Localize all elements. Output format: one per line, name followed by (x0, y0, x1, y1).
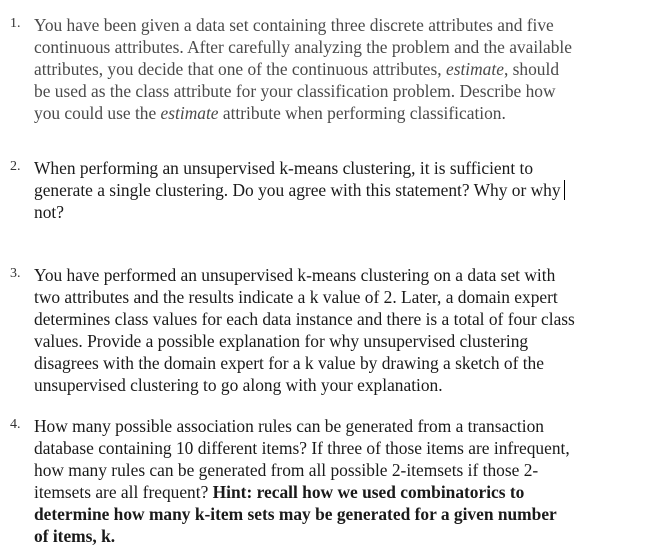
question-text (34, 264, 626, 396)
text-line: values. Provide a possible explanation for why unsupervised clustering (34, 331, 529, 351)
text-line (34, 58, 626, 80)
text-line: not? (34, 202, 64, 222)
text-line (34, 179, 626, 201)
question-text (34, 14, 626, 124)
question-number: 1. (10, 16, 21, 31)
question-number: 4. (10, 417, 21, 432)
text-line: continuous attributes. After carefully analyzing the problem and the available (34, 37, 572, 57)
question-number: 3. (10, 266, 21, 281)
text-line (34, 481, 626, 503)
text-line: When performing an unsupervised k-means clustering, it is sufficient to (34, 158, 534, 178)
hint-text: of items, k. (34, 526, 116, 546)
question-4 (10, 415, 626, 547)
question-text (34, 415, 626, 547)
question-text[interactable] (34, 157, 626, 223)
text-run: attribute when performing classification. (218, 103, 506, 123)
text-line: how many rules can be generated from all possible 2-itemsets if those 2- (34, 460, 539, 480)
text-line: disagrees with the domain expert for a k value by drawing a sketch of the (34, 353, 544, 373)
hint-text: determine how many k-item sets may be generated for a given number (34, 504, 557, 524)
text-line: determines class values for each data instance and there is a total of four class (34, 309, 575, 329)
hint-text: Hint: recall how we used combinatorics to (212, 482, 525, 502)
text-line: You have been given a data set containing three discrete attributes and five (34, 15, 554, 35)
text-run: you could use the (34, 103, 161, 123)
question-2 (10, 157, 626, 223)
text-line: How many possible association rules can be generated from a transaction (34, 416, 544, 436)
text-run: , should (503, 59, 560, 79)
italic-term-estimate: estimate (160, 103, 219, 123)
text-run: generate a single clustering. Do you agree with this statement? Why or why (34, 180, 561, 200)
text-line: You have performed an unsupervised k-means clustering on a data set with (34, 265, 556, 285)
text-line: two attributes and the results indicate a k value of 2. Later, a domain expert (34, 287, 558, 307)
text-cursor (564, 180, 565, 200)
text-run: itemsets are all frequent? (34, 482, 213, 502)
text-line: database containing 10 different items? If three of those items are infrequent, (34, 438, 570, 458)
question-1 (10, 14, 626, 124)
italic-term-estimate: estimate (445, 59, 504, 79)
text-line: unsupervised clustering to go along with your explanation. (34, 375, 443, 395)
text-run: attributes, you decide that one of the continuous attributes, (34, 59, 446, 79)
text-line (34, 102, 626, 124)
question-number: 2. (10, 159, 21, 174)
question-3 (10, 264, 626, 396)
text-line: be used as the class attribute for your classification problem. Describe how (34, 81, 556, 101)
